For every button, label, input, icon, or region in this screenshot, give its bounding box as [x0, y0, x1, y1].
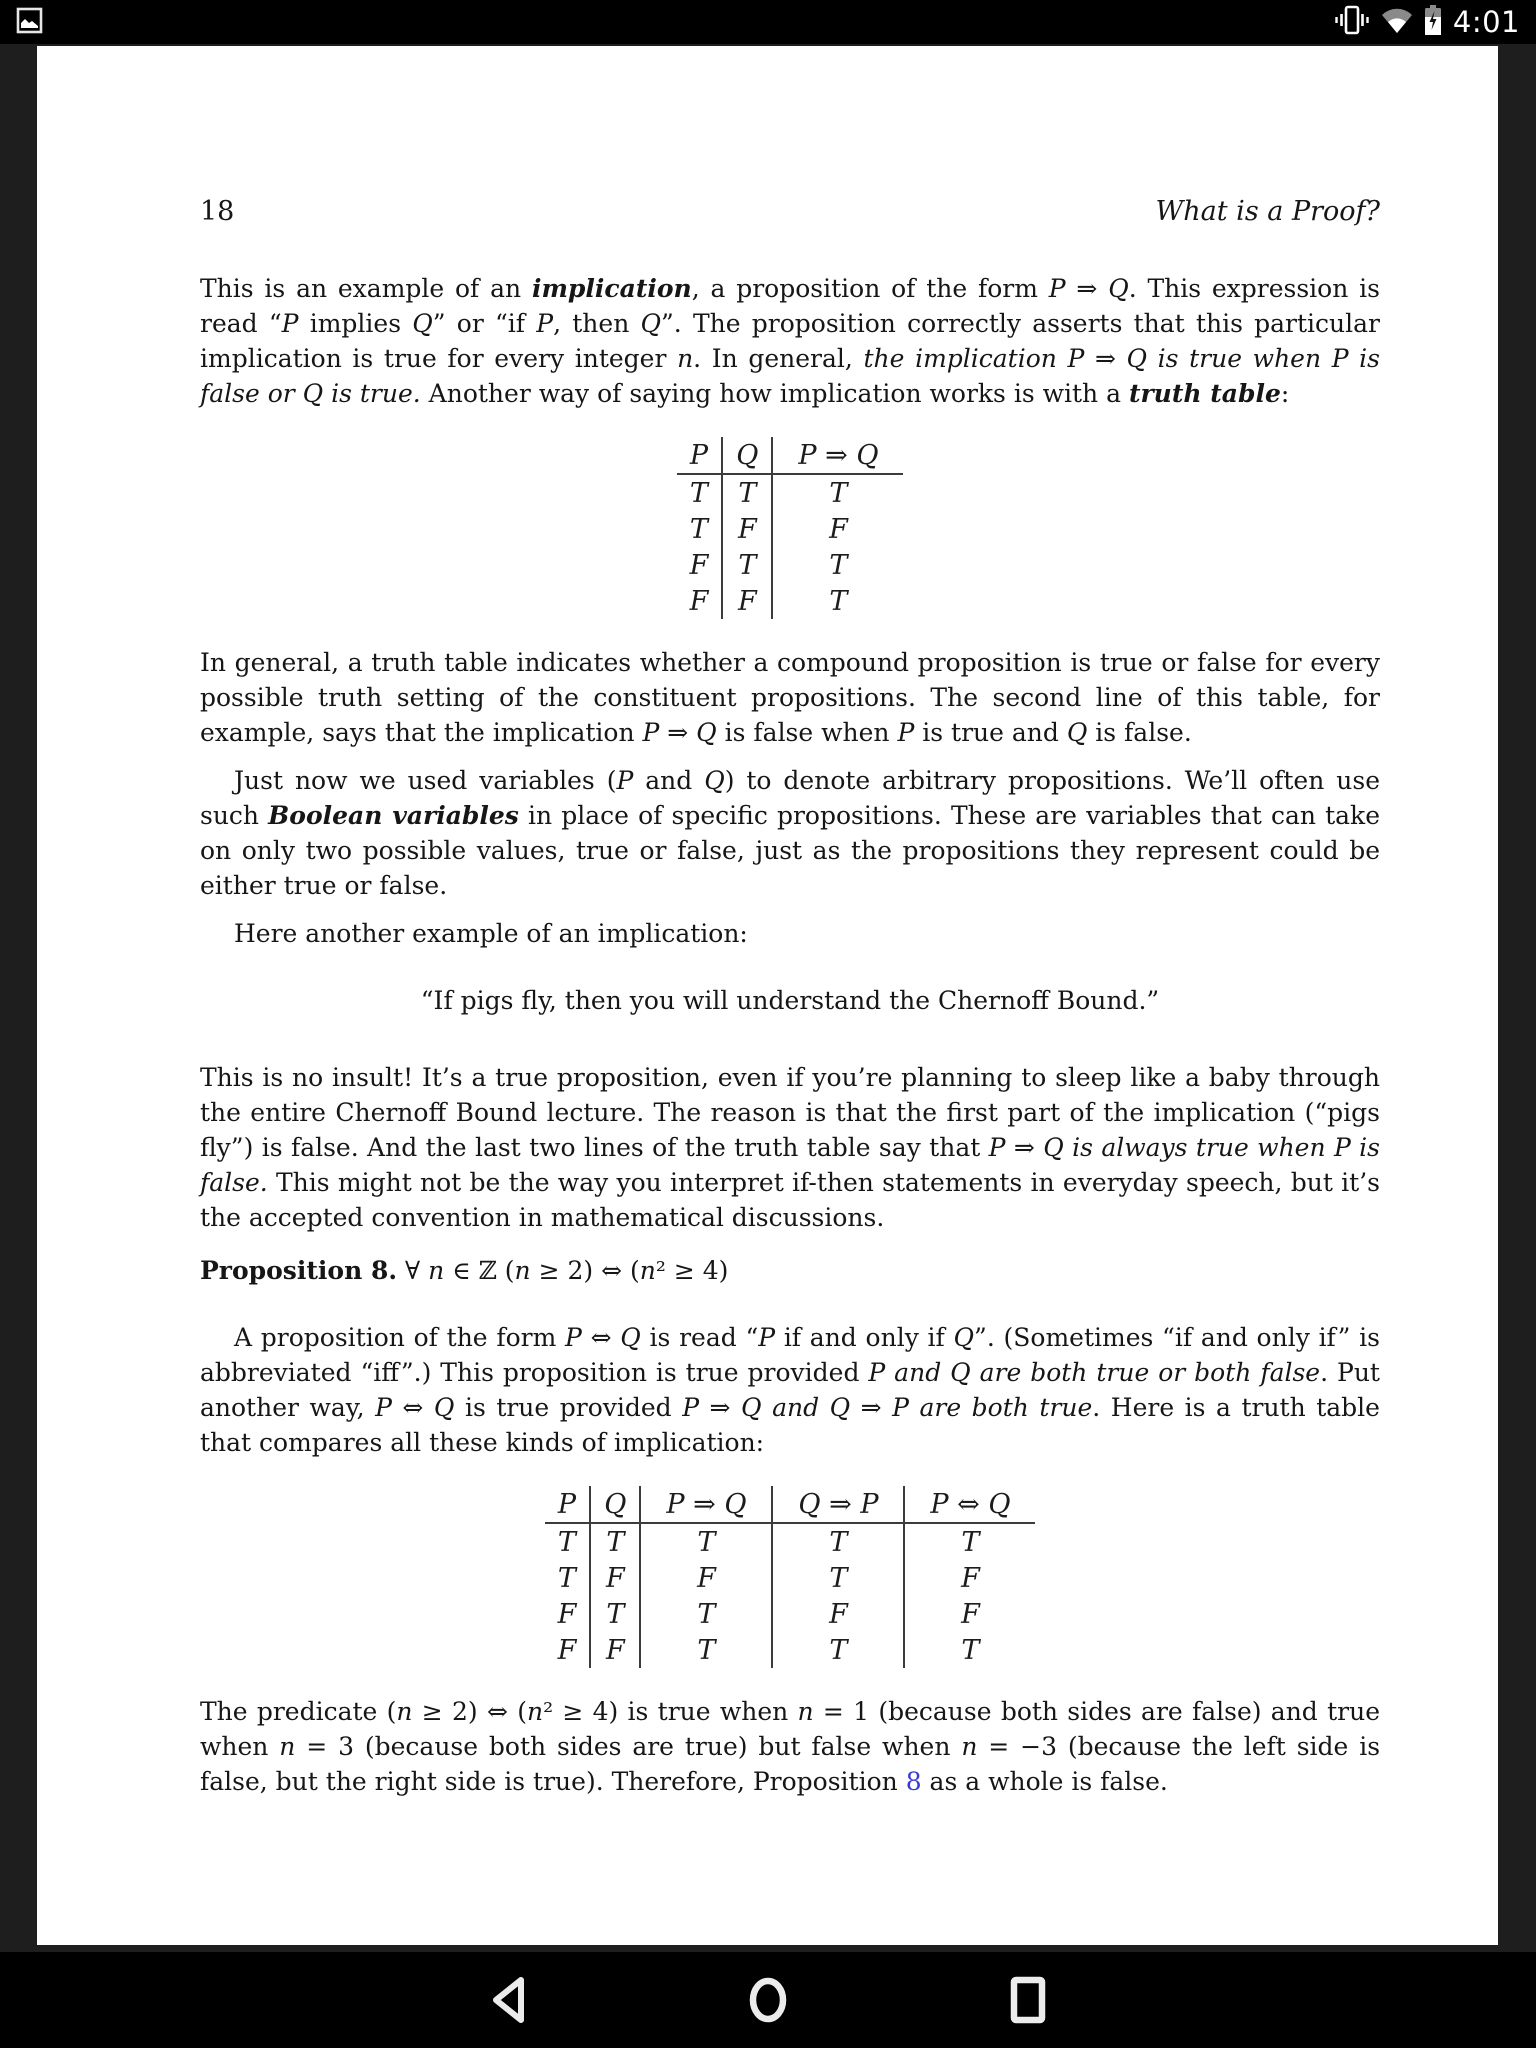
truth-table-cell: F — [677, 583, 723, 619]
truth-table-cell: T — [722, 547, 772, 583]
truth-table-cell: T — [961, 1526, 980, 1558]
truth-table-cell: T — [961, 1634, 980, 1666]
truth-table-row — [545, 1523, 1036, 1560]
truth-table-row — [545, 1560, 1036, 1596]
truth-table-cell: T — [677, 474, 723, 511]
truth-table-header-cell: Q — [590, 1486, 640, 1523]
truth-table-header-cell: Q — [722, 437, 772, 474]
back-icon[interactable] — [480, 1972, 536, 2028]
truth-table-cell: T — [640, 1596, 772, 1632]
truth-table-row — [677, 511, 904, 547]
status-bar-clock: 4:01 — [1452, 5, 1520, 39]
battery-charging-icon — [1424, 5, 1442, 39]
status-bar-right — [1334, 5, 1520, 39]
truth-table-row — [677, 583, 904, 619]
truth-table-header-cell: P — [677, 437, 723, 474]
image-notification-icon — [16, 7, 43, 38]
proposition-8-statement: Proposition 8. ∀ n ∈ ℤ (n ≥ 2) ⇔ (n² ≥ 4) — [200, 1256, 729, 1285]
truth-table-implication — [200, 437, 1380, 619]
truth-table-cell: F — [677, 547, 723, 583]
truth-table-cell: F — [545, 1632, 591, 1668]
paragraph-iff-explain: A proposition of the form P ⇔ Q is read “P if and only if Q”. (Sometimes “if and only if” is abbreviated “iff”.) This proposition is true provided P and Q are both true or both false. Put another way, P ⇔ Q is true provided P ⇒ Q and Q ⇒ P are both true. Here is a truth table that compares all these kinds of implication: — [200, 1323, 1380, 1457]
truth-table-header-cell: P ⇔ Q — [930, 1488, 1011, 1520]
recents-icon[interactable] — [1000, 1972, 1056, 2028]
truth-table-cell: F — [722, 583, 772, 619]
truth-table-cell: T — [829, 477, 848, 509]
document-page[interactable] — [37, 46, 1498, 1945]
truth-table-header-cell: P ⇒ Q — [640, 1486, 772, 1523]
pdf-reader-area — [0, 44, 1536, 1952]
truth-table-cell: F — [961, 1562, 980, 1594]
truth-table-cell: T — [772, 1632, 904, 1668]
truth-table-cell: T — [829, 585, 848, 617]
truth-table-comparison — [200, 1486, 1380, 1668]
truth-table-cell: T — [590, 1596, 640, 1632]
paragraph-boolean-variables: Just now we used variables (P and Q) to denote arbitrary propositions. We’ll often use such Boolean variables in place of specific propositions. These are variables that can take on only two possible values, true or false, just as the propositions they represent could be either true or false. — [200, 766, 1380, 900]
truth-table-row — [545, 1632, 1036, 1668]
truth-table-cell: F — [545, 1596, 591, 1632]
truth-table-cell: F — [722, 511, 772, 547]
truth-table-cell: T — [722, 474, 772, 511]
truth-table-cell: T — [640, 1523, 772, 1560]
truth-table-cell: T — [640, 1632, 772, 1668]
truth-table-cell: F — [772, 1596, 904, 1632]
paragraph-no-insult: This is no insult! It’s a true proposition, even if you’re planning to sleep like a baby through the entire Chernoff Bound lecture. The reason is that the first part of the implication (“pigs fly”) is false. And the last two lines of the truth table say that P ⇒ Q is always true when P is false. This might not be the way you interpret if-then statements in everyday speech, but it’s the accepted convention in mathematical discussions. — [200, 1063, 1381, 1232]
truth-table-cell: T — [772, 1560, 904, 1596]
paragraph-another-example: Here another example of an implication: — [234, 919, 748, 948]
truth-table-row — [677, 547, 904, 583]
proposition-8-link[interactable]: 8 — [905, 1767, 922, 1796]
page-header — [200, 196, 1380, 227]
paragraph-implication-intro: This is an example of an implication, a proposition of the form P ⇒ Q. This expression is read “P implies Q” or “if P, then Q”. The proposition correctly asserts that this particular implication is true for every integer n. In general, the implication P ⇒ Q is true when P is false or Q is true. Another way of saying how implication works is with a truth table: — [200, 274, 1380, 408]
vibrate-mode-icon — [1334, 5, 1370, 39]
truth-table-header-cell: P — [545, 1486, 591, 1523]
truth-table-row — [545, 1596, 1036, 1632]
status-bar — [0, 0, 1536, 44]
android-nav-bar — [0, 1952, 1536, 2048]
page-number: 18 — [200, 196, 235, 227]
paragraph-truth-table-explain: In general, a truth table indicates whether a compound proposition is true or false for every possible truth setting of the constituent propositions. The second line of this table, for example, says that the implication P ⇒ Q is false when P is true and Q is false. — [200, 648, 1380, 747]
truth-table-header-cell: P ⇒ Q — [798, 439, 879, 471]
home-icon[interactable] — [740, 1972, 796, 2028]
truth-table-cell: F — [590, 1560, 640, 1596]
truth-table-cell: T — [772, 1523, 904, 1560]
truth-table-cell: T — [545, 1560, 591, 1596]
truth-table-cell: T — [829, 549, 848, 581]
truth-table-row — [677, 474, 904, 511]
paragraph-predicate-conclusion: The predicate (n ≥ 2) ⇔ (n² ≥ 4) is true when n = 1 (because both sides are false) and true when n = 3 (because both sides are true) but false when n = −3 (because the left side is false, but the right side is true). Therefore, Proposition 8 as a whole is false. — [200, 1697, 1381, 1796]
truth-table-cell: F — [961, 1598, 980, 1630]
wifi-icon — [1381, 7, 1413, 38]
truth-table-cell: F — [640, 1560, 772, 1596]
truth-table-cell: T — [590, 1523, 640, 1560]
truth-table-cell: F — [590, 1632, 640, 1668]
truth-table-header-cell: Q ⇒ P — [772, 1486, 904, 1523]
pigs-fly-quote: “If pigs fly, then you will understand the Chernoff Bound.” — [420, 986, 1160, 1015]
truth-table-cell: F — [829, 513, 848, 545]
running-header: What is a Proof? — [1155, 196, 1380, 227]
truth-table-cell: T — [677, 511, 723, 547]
truth-table-cell: T — [545, 1523, 591, 1560]
